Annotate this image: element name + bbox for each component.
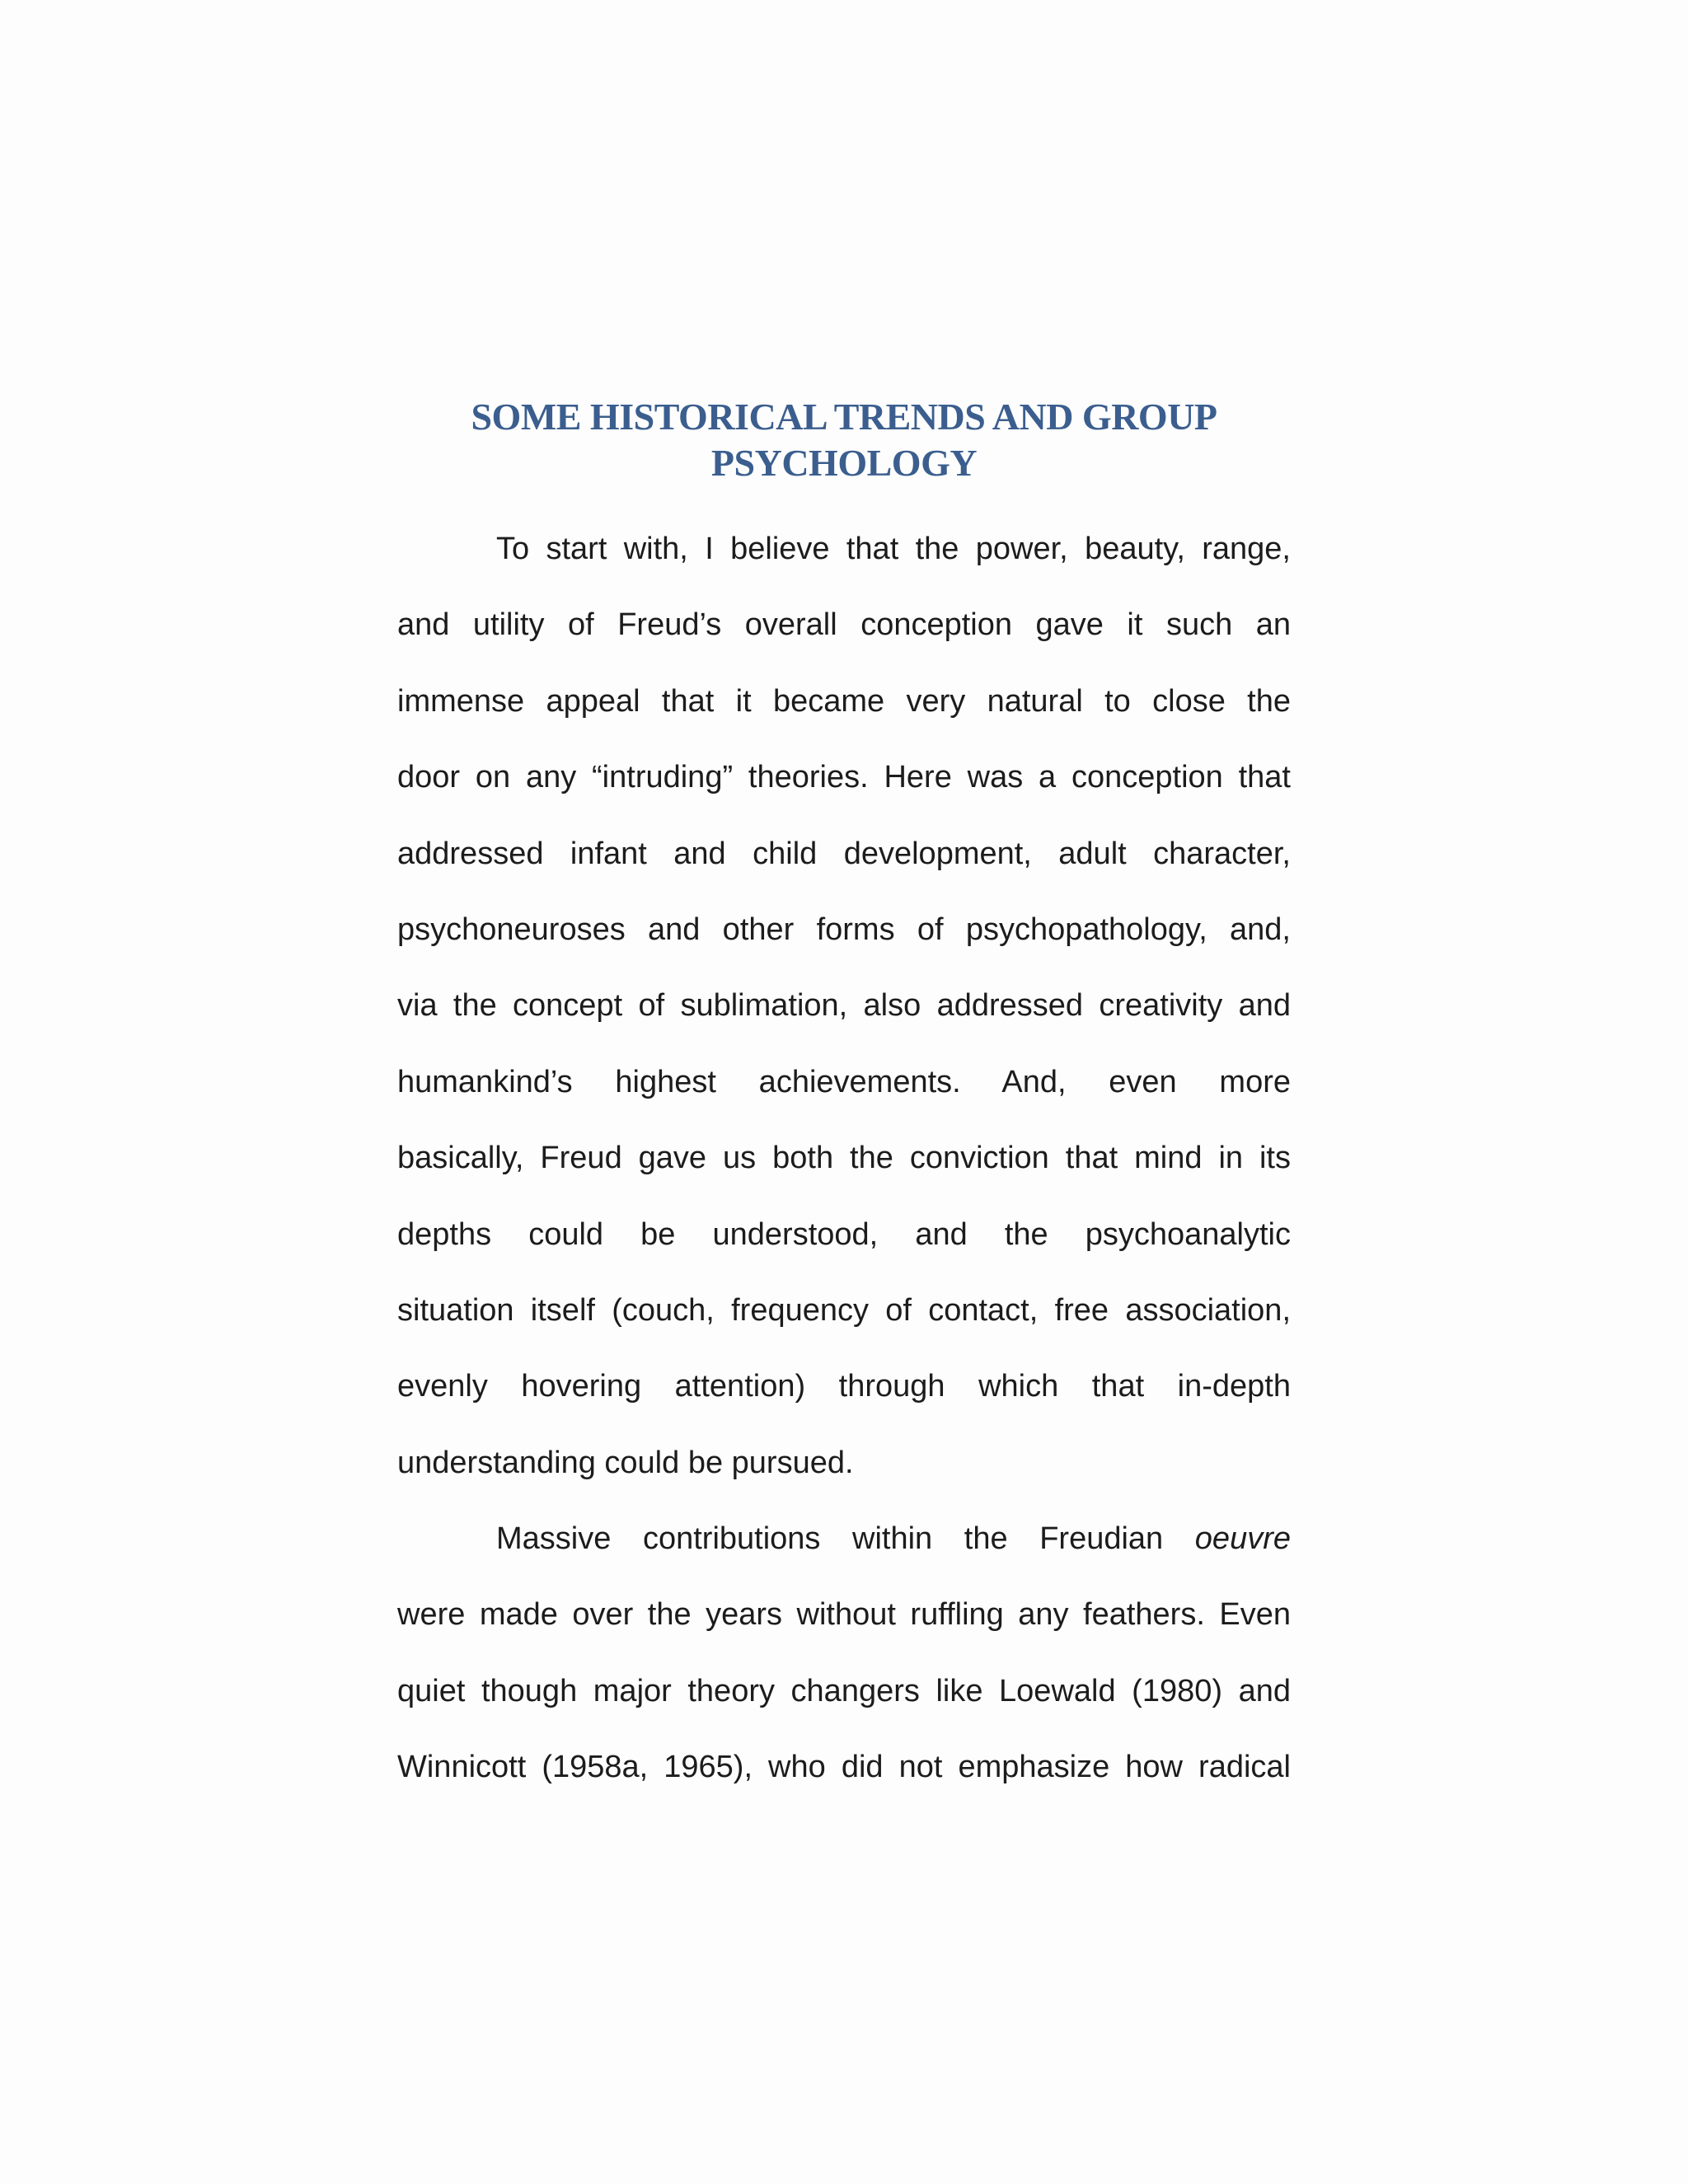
page-title — [396, 394, 1292, 486]
title-line-2: PSYCHOLOGY — [710, 442, 978, 484]
paragraph-2-line: Winnicott (1958a, 1965), who did not emphasize how radical — [397, 1750, 1291, 1785]
paragraph-1-line: basically, Freud gave us both the conviction that mind in its — [397, 1141, 1291, 1176]
body-text — [397, 511, 1291, 1806]
paragraph-1-line: situation itself (couch, frequency of contact, free association, — [397, 1292, 1291, 1328]
paragraph-2-line: quiet though major theory changers like Loewald (1980) and — [397, 1673, 1291, 1708]
paragraph-1-line: psychoneuroses and other forms of psychopathology, and, — [397, 912, 1291, 947]
paragraph-1-line: evenly hovering attention) through which that in-depth — [397, 1369, 1291, 1404]
paragraph-2-first-line-text: Massive contributions within the Freudian — [496, 1521, 1164, 1557]
paragraph-1-line: immense appeal that it became very natural to close the — [397, 683, 1291, 719]
paragraph-1-line: via the concept of sublimation, also addressed creativity and — [397, 988, 1291, 1024]
paragraph-2-first-line — [397, 1501, 1291, 1577]
paragraph-1-line: door on any “intruding” theories. Here was a conception that — [397, 760, 1291, 795]
paragraph-1-line: addressed infant and child development, adult character, — [397, 836, 1291, 871]
paragraph-1-line: and utility of Freud’s overall conception gave it such an — [397, 607, 1291, 643]
paragraph-2-line: were made over the years without ruffling any feathers. Even — [397, 1597, 1291, 1633]
title-line-1: SOME HISTORICAL TRENDS AND GROUP — [471, 396, 1217, 438]
paragraph-1-line: understanding could be pursued. — [397, 1445, 854, 1480]
paragraph-1-line: humankind’s highest achievements. And, even more — [397, 1064, 1291, 1099]
italic-term: oeuvre — [1194, 1521, 1291, 1557]
paragraph-1-line: To start with, I believe that the power, beauty, range, — [496, 532, 1291, 566]
paragraph-1-line: depths could be understood, and the psychoanalytic — [397, 1216, 1291, 1252]
